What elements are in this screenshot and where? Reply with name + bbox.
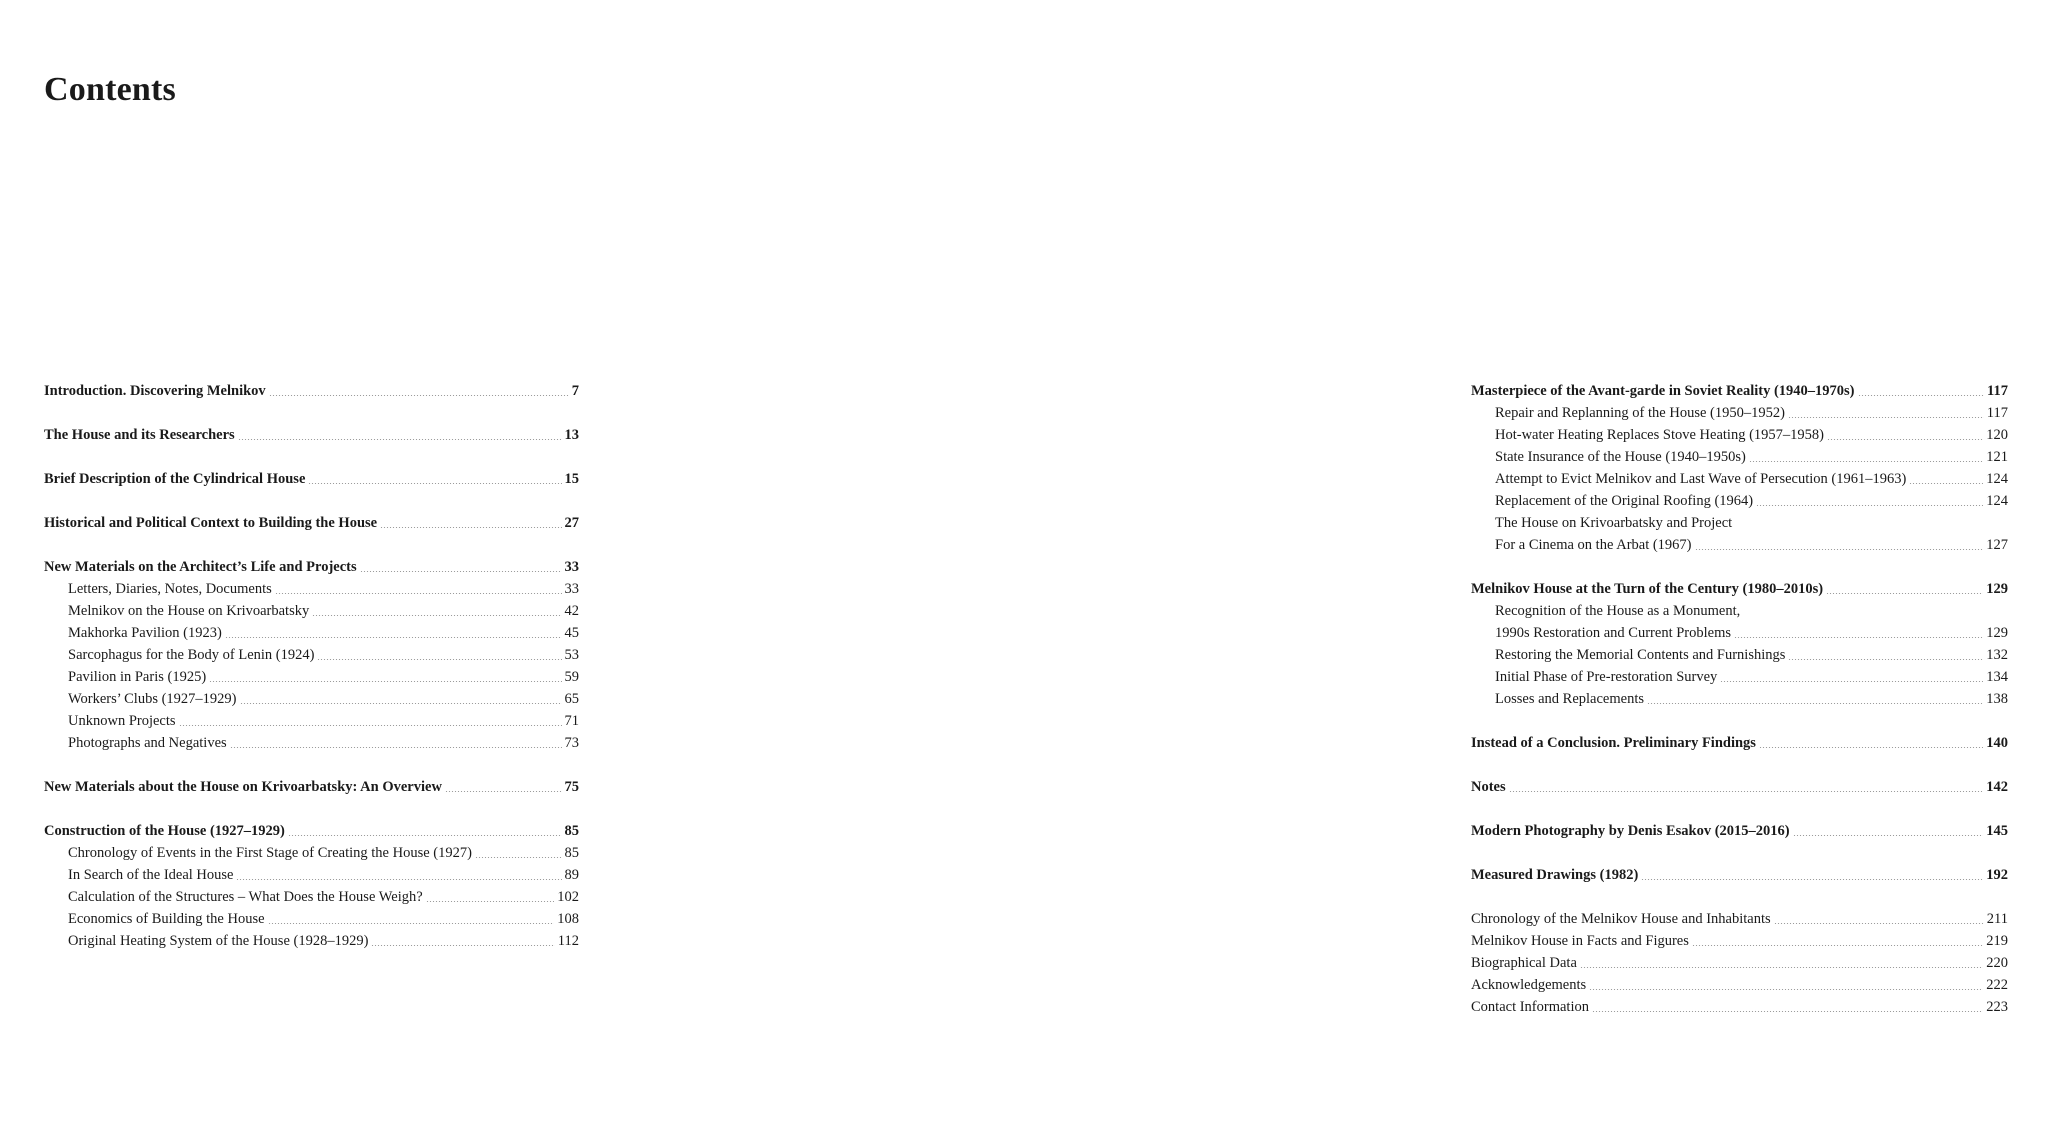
toc-entry-title: Measured Drawings (1982) bbox=[1471, 867, 1639, 883]
toc-group bbox=[1471, 732, 2008, 754]
toc-section-entry[interactable] bbox=[1471, 644, 2008, 666]
toc-section-entry[interactable] bbox=[44, 622, 579, 644]
toc-dot-leader bbox=[1827, 439, 1983, 440]
toc-page-number: 15 bbox=[564, 471, 579, 487]
toc-dot-leader bbox=[1592, 1011, 1983, 1012]
toc-page-number: 124 bbox=[1986, 493, 2008, 509]
toc-entry-title: Modern Photography by Denis Esakov (2015–2016) bbox=[1471, 823, 1790, 839]
toc-entry-title: Letters, Diaries, Notes, Documents bbox=[68, 581, 272, 597]
toc-page-number: 134 bbox=[1986, 669, 2008, 685]
toc-section-entry[interactable] bbox=[1471, 446, 2008, 468]
toc-page-number: 85 bbox=[564, 823, 579, 839]
toc-entry-title: Brief Description of the Cylindrical House bbox=[44, 471, 306, 487]
toc-dot-leader bbox=[308, 483, 561, 484]
toc-page-number: 117 bbox=[1986, 405, 2008, 421]
toc-chapter-entry[interactable] bbox=[44, 424, 579, 446]
toc-section-entry[interactable] bbox=[1471, 490, 2008, 512]
toc-section-entry[interactable] bbox=[44, 688, 579, 710]
toc-entry-title: Contact Information bbox=[1471, 999, 1589, 1015]
toc-section-entry[interactable] bbox=[1471, 402, 2008, 424]
toc-section-entry[interactable] bbox=[1471, 424, 2008, 446]
toc-dot-leader bbox=[236, 879, 561, 880]
toc-group bbox=[44, 424, 579, 446]
toc-chapter-entry[interactable] bbox=[44, 512, 579, 534]
toc-page-number: 211 bbox=[1986, 911, 2008, 927]
toc-page-number: 13 bbox=[564, 427, 579, 443]
toc-entry-title: Losses and Replacements bbox=[1495, 691, 1644, 707]
toc-chapter-entry[interactable] bbox=[44, 820, 579, 842]
toc-entry-title: Melnikov House in Facts and Figures bbox=[1471, 933, 1689, 949]
toc-entry-title: New Materials on the Architect’s Life and Projects bbox=[44, 559, 357, 575]
toc-dot-leader bbox=[1589, 989, 1983, 990]
toc-right-column bbox=[1471, 380, 2008, 1040]
toc-dot-leader bbox=[1756, 505, 1983, 506]
toc-entry-title: Restoring the Memorial Contents and Furnishings bbox=[1495, 647, 1786, 663]
toc-entry-title: Initial Phase of Pre-restoration Survey bbox=[1495, 669, 1718, 685]
toc-entry-title: Melnikov House at the Turn of the Century (1980–2010s) bbox=[1471, 581, 1824, 597]
toc-dot-leader bbox=[475, 857, 562, 858]
toc-section-entry[interactable] bbox=[44, 710, 579, 732]
toc-page-number: 140 bbox=[1986, 735, 2008, 751]
toc-section-entry[interactable] bbox=[44, 578, 579, 600]
toc-dot-leader bbox=[1695, 549, 1984, 550]
toc-page-number: 65 bbox=[564, 691, 579, 707]
toc-section-entry[interactable] bbox=[44, 732, 579, 754]
toc-page-number: 138 bbox=[1986, 691, 2008, 707]
toc-chapter-entry[interactable] bbox=[1471, 732, 2008, 754]
toc-entry-title: Acknowledgements bbox=[1471, 977, 1587, 993]
toc-page-number: 71 bbox=[564, 713, 579, 729]
toc-entry-title: Economics of Building the House bbox=[68, 911, 265, 927]
toc-page-number: 145 bbox=[1986, 823, 2008, 839]
toc-chapter-entry[interactable] bbox=[44, 380, 579, 402]
toc-entry-title: Workers’ Clubs (1927–1929) bbox=[68, 691, 237, 707]
toc-dot-leader bbox=[380, 527, 561, 528]
toc-page-number: 124 bbox=[1986, 471, 2008, 487]
toc-section-entry[interactable] bbox=[1471, 688, 2008, 710]
toc-entry-title: Attempt to Evict Melnikov and Last Wave of Persecution (1961–1963) bbox=[1495, 471, 1907, 487]
toc-entry-title: Sarcophagus for the Body of Lenin (1924) bbox=[68, 647, 315, 663]
toc-page-number: 127 bbox=[1986, 537, 2008, 553]
toc-dot-leader bbox=[1759, 747, 1983, 748]
toc-group bbox=[44, 512, 579, 534]
toc-dot-leader bbox=[1720, 681, 1983, 682]
toc-page-number: 120 bbox=[1986, 427, 2008, 443]
toc-entry-title: 1990s Restoration and Current Problems bbox=[1495, 625, 1732, 641]
toc-group bbox=[1471, 908, 2008, 1018]
toc-dot-leader bbox=[1692, 945, 1983, 946]
toc-dot-leader bbox=[240, 703, 562, 704]
toc-page-number: 192 bbox=[1986, 867, 2008, 883]
toc-dot-leader bbox=[1641, 879, 1983, 880]
toc-dot-leader bbox=[1826, 593, 1983, 594]
toc-dot-leader bbox=[288, 835, 562, 836]
toc-chapter-entry[interactable] bbox=[44, 776, 579, 798]
page-title: Contents bbox=[44, 71, 176, 108]
toc-page-number: 117 bbox=[1987, 383, 2008, 399]
toc-entry-title: Hot-water Heating Replaces Stove Heating (1957–1958) bbox=[1495, 427, 1824, 443]
toc-dot-leader bbox=[275, 593, 562, 594]
toc-section-entry[interactable] bbox=[1471, 600, 2008, 622]
toc-entry-title: Makhorka Pavilion (1923) bbox=[68, 625, 222, 641]
toc-group bbox=[1471, 776, 2008, 798]
toc-chapter-entry[interactable] bbox=[1471, 864, 2008, 886]
toc-page-number: 102 bbox=[557, 889, 579, 905]
toc-chapter-entry[interactable] bbox=[44, 468, 579, 490]
toc-page-number: 75 bbox=[564, 779, 579, 795]
toc-group bbox=[1471, 864, 2008, 886]
toc-entry-title: Recognition of the House as a Monument, bbox=[1495, 603, 1741, 619]
toc-dot-leader bbox=[225, 637, 562, 638]
toc-entry-title: Chronology of Events in the First Stage of Creating the House (1927) bbox=[68, 845, 472, 861]
toc-entry-title: The House on Krivoarbatsky and Project bbox=[1495, 515, 1733, 531]
toc-entry-title: Construction of the House (1927–1929) bbox=[44, 823, 285, 839]
toc-section-entry[interactable] bbox=[1471, 468, 2008, 490]
toc-page-number: 53 bbox=[564, 647, 579, 663]
toc-entry-title: Unknown Projects bbox=[68, 713, 176, 729]
toc-entry-title: Biographical Data bbox=[1471, 955, 1577, 971]
toc-entry-title: Introduction. Discovering Melnikov bbox=[44, 383, 266, 399]
toc-entry-title: Masterpiece of the Avant-garde in Soviet Reality (1940–1970s) bbox=[1471, 383, 1855, 399]
toc-dot-leader bbox=[1749, 461, 1983, 462]
toc-page-number: 223 bbox=[1986, 999, 2008, 1015]
toc-entry-title: Melnikov on the House on Krivoarbatsky bbox=[68, 603, 310, 619]
toc-section-entry[interactable] bbox=[1471, 622, 2008, 644]
toc-page-number: 89 bbox=[564, 867, 579, 883]
toc-page-number: 219 bbox=[1986, 933, 2008, 949]
toc-section-entry[interactable] bbox=[1471, 666, 2008, 688]
toc-group bbox=[1471, 380, 2008, 556]
toc-section-entry[interactable] bbox=[44, 666, 579, 688]
toc-page-number: 132 bbox=[1986, 647, 2008, 663]
toc-section-entry[interactable] bbox=[44, 644, 579, 666]
toc-page-number: 27 bbox=[564, 515, 579, 531]
toc-entry-title: Notes bbox=[1471, 779, 1506, 795]
toc-chapter-entry[interactable] bbox=[1471, 930, 2008, 952]
toc-entry-title: Photographs and Negatives bbox=[68, 735, 227, 751]
toc-page-number: 142 bbox=[1986, 779, 2008, 795]
toc-page-number: 220 bbox=[1986, 955, 2008, 971]
toc-group bbox=[1471, 578, 2008, 710]
toc-dot-leader bbox=[269, 395, 569, 396]
toc-dot-leader bbox=[1788, 659, 1983, 660]
toc-entry-title: Chronology of the Melnikov House and Inhabitants bbox=[1471, 911, 1771, 927]
toc-dot-leader bbox=[1580, 967, 1983, 968]
toc-dot-leader bbox=[1793, 835, 1984, 836]
toc-chapter-entry[interactable] bbox=[1471, 996, 2008, 1018]
toc-group bbox=[44, 556, 579, 754]
toc-entry-title: Historical and Political Context to Building the House bbox=[44, 515, 378, 531]
toc-chapter-entry[interactable] bbox=[1471, 974, 2008, 996]
toc-entry-title: Replacement of the Original Roofing (1964) bbox=[1495, 493, 1754, 509]
toc-page-number: 121 bbox=[1986, 449, 2008, 465]
toc-entry-title: For a Cinema on the Arbat (1967) bbox=[1495, 537, 1692, 553]
toc-dot-leader bbox=[1647, 703, 1983, 704]
toc-page-number: 73 bbox=[564, 735, 579, 751]
toc-dot-leader bbox=[1788, 417, 1984, 418]
toc-entry-title: Calculation of the Structures – What Does the House Weigh? bbox=[68, 889, 423, 905]
toc-dot-leader bbox=[1509, 791, 1984, 792]
toc-entry-title: Instead of a Conclusion. Preliminary Findings bbox=[1471, 735, 1756, 751]
toc-chapter-entry[interactable] bbox=[44, 556, 579, 578]
toc-section-entry[interactable] bbox=[44, 886, 579, 908]
toc-chapter-entry[interactable] bbox=[1471, 380, 2008, 402]
toc-dot-leader bbox=[312, 615, 561, 616]
toc-page-number: 129 bbox=[1986, 625, 2008, 641]
toc-chapter-entry[interactable] bbox=[1471, 820, 2008, 842]
toc-dot-leader bbox=[1734, 637, 1983, 638]
toc-entry-title: Pavilion in Paris (1925) bbox=[68, 669, 207, 685]
toc-chapter-entry[interactable] bbox=[1471, 776, 2008, 798]
toc-chapter-entry[interactable] bbox=[1471, 952, 2008, 974]
toc-page-number: 7 bbox=[571, 383, 579, 399]
toc-entry-title: New Materials about the House on Krivoarbatsky: An Overview bbox=[44, 779, 442, 795]
toc-page-number: 108 bbox=[557, 911, 579, 927]
toc-dot-leader bbox=[445, 791, 562, 792]
toc-dot-leader bbox=[268, 923, 555, 924]
toc-section-entry[interactable] bbox=[44, 930, 579, 952]
toc-group bbox=[44, 776, 579, 798]
toc-group bbox=[44, 468, 579, 490]
toc-chapter-entry[interactable] bbox=[1471, 908, 2008, 930]
toc-section-entry[interactable] bbox=[44, 908, 579, 930]
toc-entry-title: In Search of the Ideal House bbox=[68, 867, 234, 883]
toc-dot-leader bbox=[209, 681, 561, 682]
toc-section-entry[interactable] bbox=[44, 864, 579, 886]
toc-dot-leader bbox=[371, 945, 554, 946]
toc-dot-leader bbox=[426, 901, 555, 902]
toc-group bbox=[44, 380, 579, 402]
toc-chapter-entry[interactable] bbox=[1471, 578, 2008, 600]
toc-dot-leader bbox=[238, 439, 562, 440]
toc-page-number: 222 bbox=[1986, 977, 2008, 993]
toc-entry-title: Repair and Replanning of the House (1950–1952) bbox=[1495, 405, 1785, 421]
toc-dot-leader bbox=[360, 571, 562, 572]
toc-page-number: 45 bbox=[564, 625, 579, 641]
toc-entry-title: State Insurance of the House (1940–1950s) bbox=[1495, 449, 1746, 465]
toc-page-number: 33 bbox=[564, 559, 579, 575]
toc-entry-title: The House and its Researchers bbox=[44, 427, 235, 443]
toc-dot-leader bbox=[1909, 483, 1983, 484]
toc-dot-leader bbox=[179, 725, 562, 726]
toc-dot-leader bbox=[317, 659, 561, 660]
toc-group bbox=[1471, 820, 2008, 842]
toc-left-column bbox=[44, 380, 579, 974]
toc-section-entry[interactable] bbox=[44, 842, 579, 864]
toc-page-number: 112 bbox=[557, 933, 579, 949]
toc-dot-leader bbox=[1858, 395, 1985, 396]
toc-section-entry[interactable] bbox=[1471, 512, 2008, 534]
toc-page-number: 85 bbox=[564, 845, 579, 861]
toc-group bbox=[44, 820, 579, 952]
toc-page-number: 59 bbox=[564, 669, 579, 685]
toc-section-entry[interactable] bbox=[44, 600, 579, 622]
toc-entry-title: Original Heating System of the House (1928–1929) bbox=[68, 933, 369, 949]
toc-section-entry[interactable] bbox=[1471, 534, 2008, 556]
toc-page-number: 129 bbox=[1986, 581, 2008, 597]
toc-dot-leader bbox=[230, 747, 562, 748]
toc-page-number: 33 bbox=[564, 581, 579, 597]
toc-dot-leader bbox=[1774, 923, 1984, 924]
toc-page-number: 42 bbox=[564, 603, 579, 619]
